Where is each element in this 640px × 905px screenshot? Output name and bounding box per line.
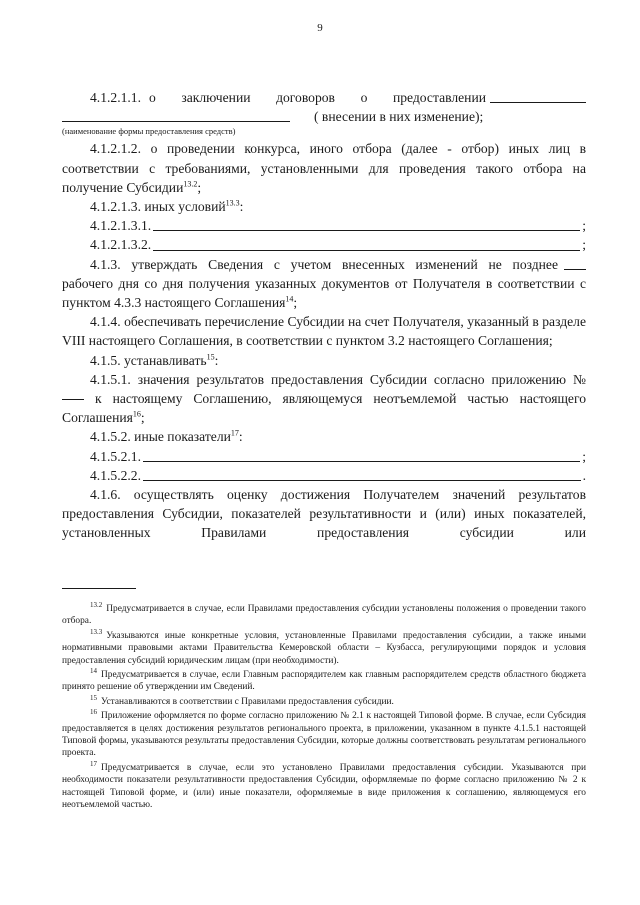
clause-number: 4.1.2.1.3.2. [90,237,152,253]
clause-4-1-5: 4.1.5. устанавливать$^{15}$: [90,352,219,368]
blank-line [143,460,580,462]
clause-4-1-3-cont: рабочего дня со дня получения указанных документов от Получателя в соответствии с пунктом 4.3.3 настоящего Соглашения$^{14}$; [62,275,586,311]
footnote-ref: 16 [132,409,141,419]
footnote [62,693,586,708]
clause-text: 4.1.2.1.3. иных условий [90,199,226,215]
footnote [62,759,586,812]
clause-number: 4.1.2.1.3.1. [90,218,152,234]
clause-text: 4.1.3. утверждать Сведения с учетом внесенных изменений не позднее [90,256,558,272]
footnote-mark: 13.2 [90,600,103,609]
blank-line [153,249,580,251]
clause-4-1-3 [62,255,586,274]
clause-number: 4.1.2.1.1. [90,90,141,105]
footnote [62,600,586,628]
agreement-body [62,88,586,543]
footnote-text: Предусматривается в случае, если Правилами предоставления субсидии установлены положения о проведении такого отбора. [62,604,586,627]
footnote-mark: 13.3 [90,627,103,636]
clause-4-1-2-1-1-cont [62,107,586,126]
footnote-separator [62,588,136,589]
blank-line [62,398,84,400]
footnote-ref: 15 [206,352,215,362]
clause-text-cont: рабочего дня со дня получения указанных документов от Получателя в соответствии с пунктом 4.3.3 настоящего Соглашения [62,275,586,311]
blank-line [564,268,586,270]
blank-line [62,120,290,122]
footnote-mark: 15 [90,693,97,702]
footnote-text: Приложение оформляется по форме согласно приложению № 2.1 к настоящей Типовой форме. В случае, если Субсидия предоставляется в целях достижения результатов регионального проекта, в приложении, указанном в пункте 4.1.5.1 настоящей Типовой формы, указываются результаты предоставления Субсидии, которые должны соответствовать результатам регионального проекта. [62,711,586,759]
clause-4-1-5-1: 4.1.5.1. значения результатов предоставления Субсидии согласно приложению № к настоящему Соглашению, являющемуся неотъемлемой частью настоящего Соглашения$^{16}$; [62,371,587,426]
blank-line [490,101,586,103]
footnote-ref: 14 [285,294,294,304]
footnotes-section [62,588,586,814]
page-number: 9 [317,22,323,34]
footnote [62,710,586,760]
clause-number: 4.1.5.2.2. [90,467,141,483]
clause-text: 4.1.5. устанавливать [90,352,207,368]
clause-4-1-2-1-3-1: 4.1.2.1.3.1. ; [62,216,586,235]
clause-text: 4.1.2.1.2. о проведении конкурса, иного отбора (далее - отбор) иных лиц в соответствии с требованиями, установленными для проведения такого отбора на получение Субсидии [62,141,586,195]
footnote-mark: 16 [90,708,97,717]
footnote-ref: 17 [230,428,239,438]
clause-4-1-2-1-3-2: 4.1.2.1.3.2. ; [62,235,586,254]
clause-text-cont: ( внесении в них изменение); [314,109,484,125]
clause-4-1-2-1-2: 4.1.2.1.2. о проведении конкурса, иного отбора (далее - отбор) иных лиц в соответствии с требованиями, установленными для проведения такого отбора на получение Субсидии$^{13.2}$; [62,141,586,195]
footnote [62,627,586,667]
clause-4-1-5-2-2: 4.1.5.2.2. . [62,466,586,485]
blank-line [153,229,580,231]
clause-text: 4.1.5.1. значения результатов предоставления Субсидии согласно приложению № [90,371,586,387]
clause-4-1-4: 4.1.4. обеспечивать перечисление Субсидии на счет Получателя, указанный в разделе VIII настоящего Соглашения, в соответствии с пунктом 3.2 настоящего Соглашения; [62,314,586,349]
footnote-ref: 13.2 [183,179,198,189]
clause-4-1-6: 4.1.6. осуществлять оценку достижения Получателем значений результатов предоставления Субсидии, показателей результативности и (или) иных показателей, установленных Правилами предоставления субсидии или [62,487,586,541]
footnote-text: Указываются иные конкретные условия, установленные Правилами предоставления субсидии, а также иными нормативными правовыми актами Правительства Кемеровской области – Кузбасса, регулирующими порядок и условия предоставления субсидий юридическим лицам (при необходимости). [62,630,586,666]
form-name-caption: (наименование формы предоставления средств) [62,126,236,137]
footnote-text: Устанавливаются в соответствии с Правилами предоставления субсидии. [101,696,394,707]
clause-text-cont: к настоящему Соглашению, являющемуся неотъемлемой частью настоящего Соглашения [62,391,587,426]
footnote-text: Предусматривается в случае, если это установлено Правилами предоставления субсидии. Указываются при необходимости показатели результативности предоставления Субсидии, оформляемые по форме согласно приложению № 2 к настоящей Типовой форме, и (или) иные показатели, оформляемые в виде приложения к соглашению, являющемуся его неотъемлемой частью. [62,762,586,811]
footnote-mark: 14 [90,666,97,675]
footnote [62,666,586,694]
footnote-ref: 13.3 [225,198,240,208]
footnote-text: Предусматривается в случае, если Главным распорядителем как главным распорядителем средств областного бюджета принято решение об утверждении им Сведений. [62,670,586,693]
clause-4-1-2-1-1 [62,88,586,107]
clause-4-1-5-2-1: 4.1.5.2.1. ; [62,447,586,466]
clause-text: 4.1.5.2. иные показатели [90,429,231,445]
blank-line [143,479,581,481]
clause-number: 4.1.5.2.1. [90,448,141,464]
footnote-mark: 17 [90,759,97,768]
clause-4-1-2-1-3: 4.1.2.1.3. иных условий$^{13.3}$: [90,198,244,215]
clause-4-1-5-2: 4.1.5.2. иные показатели$^{17}$: [90,428,243,445]
footnote-list [62,600,586,812]
clause-text: о заключении договоров о предоставлении [148,90,486,105]
